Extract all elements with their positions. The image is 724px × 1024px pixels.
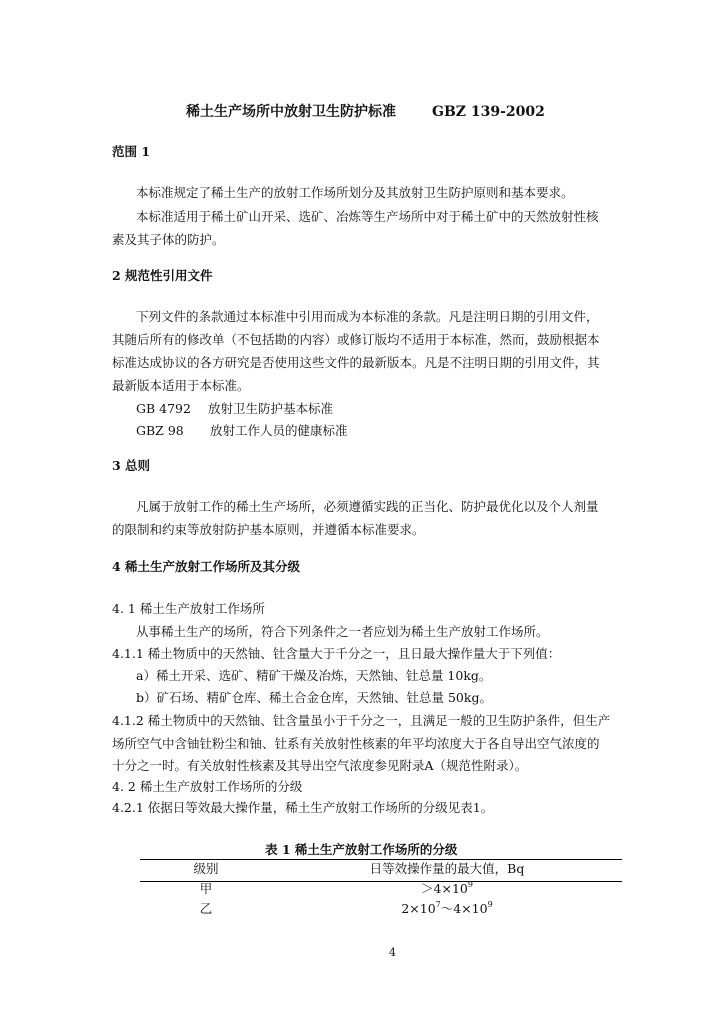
table-cell-grade: 甲 — [199, 881, 213, 896]
table-row — [140, 878, 622, 898]
section-3-heading: 3 总则 — [112, 458, 151, 473]
page-number: 4 — [389, 946, 396, 959]
reference-code: GBZ 98 — [136, 423, 184, 438]
subsection-4-1-text: 从事稀土生产的场所，符合下列条件之一者应划为稀土生产放射工作场所。 — [136, 624, 549, 639]
value-base: 2×10 — [401, 901, 436, 916]
table-header-cell: 日等效操作量的最大值，Bq — [369, 861, 525, 876]
section-1-paragraph-2: 本标准适用于稀土矿山开采、选矿、冶炼等生产场所中对于稀土矿中的天然放射性核 — [136, 209, 599, 224]
clause-4-1-1-item-a: a）稀土开采、选矿、精矿干燥及冶炼，天然铀、钍总量 10kg。 — [136, 668, 492, 683]
value-base: ＞4×10 — [421, 881, 468, 896]
table-caption: 表 1 稀土生产放射工作场所的分级 — [265, 842, 458, 857]
table-header-cell: 级别 — [193, 861, 219, 876]
value-exponent: 7 — [435, 900, 441, 909]
table-cell-value — [272, 878, 622, 898]
section-1-heading: 范围 1 — [112, 144, 151, 159]
clause-4-2-1: 4.2.1 依据日等效最大操作量，稀土生产放射工作场所的分级见表1。 — [112, 800, 494, 815]
table-cell-value — [272, 898, 622, 918]
standard-code: GBZ 139-2002 — [432, 104, 545, 120]
subsection-4-1-heading: 4. 1 稀土生产放射工作场所 — [112, 601, 265, 616]
section-2-line-4: 最新版本适用于本标准。 — [112, 378, 250, 393]
section-3-line-1: 凡属于放射工作的稀土生产场所，必须遵循实践的正当化、防护最优化以及个人剂量 — [136, 499, 599, 514]
document-title: 稀土生产场所中放射卫生防护标准 — [186, 104, 396, 120]
section-2-line-3: 标准达成协议的各方研究是否使用这些文件的最新版本。凡是不注明日期的引用文件，其 — [112, 355, 600, 370]
clause-4-1-2-line-1: 4.1.2 稀土物质中的天然铀、钍含量虽小于千分之一，且满足一般的卫生防护条件，但生产 — [112, 713, 611, 728]
subsection-4-2-heading: 4. 2 稀土生产放射工作场所的分级 — [112, 779, 303, 794]
reference-title: 放射卫生防护基本标准 — [208, 401, 334, 416]
section-1-paragraph-2-cont: 素及其子体的防护。 — [112, 232, 225, 247]
value-exponent: 9 — [487, 900, 493, 909]
reference-code: GB 4792 — [136, 401, 191, 416]
section-2-line-1: 下列文件的条款通过本标准中引用而成为本标准的条款。凡是注明日期的引用文件， — [136, 309, 599, 324]
section-1-paragraph-1: 本标准规定了稀土生产的放射工作场所划分及其放射卫生防护原则和基本要求。 — [136, 185, 574, 200]
value-range-upper: ～4×10 — [440, 901, 488, 916]
table-cell-grade: 乙 — [199, 901, 213, 916]
table-row — [140, 898, 622, 918]
reference-title: 放射工作人员的健康标准 — [210, 423, 348, 438]
clause-4-1-2-line-2: 场所空气中含铀钍粉尘和铀、钍系有关放射性核素的年平均浓度大于各自导出空气浓度的 — [112, 736, 600, 751]
section-3-line-2: 的限制和约束等放射防护基本原则，并遵循本标准要求。 — [112, 522, 425, 537]
clause-4-1-2-line-3: 十分之一时。有关放射性核素及其导出空气浓度参见附录A（规范性附录）。 — [112, 758, 528, 773]
clause-4-1-1-item-b: b）矿石场、精矿仓库、稀土合金仓库，天然铀、钍总量 50kg。 — [136, 690, 492, 705]
table-header-row — [140, 858, 622, 878]
value-exponent: 9 — [467, 880, 473, 889]
section-2-heading: 2 规范性引用文件 — [112, 268, 213, 283]
section-2-line-2: 其随后所有的修改单（不包括勘的内容）或修订版均不适用于本标准，然而，鼓励根据本 — [112, 332, 600, 347]
clause-4-1-1: 4.1.1 稀土物质中的天然铀、钍含量大于千分之一，且日最大操作量大于下列值： — [112, 646, 561, 661]
section-4-heading: 4 稀土生产放射工作场所及其分级 — [112, 559, 301, 574]
grading-table — [140, 858, 622, 918]
